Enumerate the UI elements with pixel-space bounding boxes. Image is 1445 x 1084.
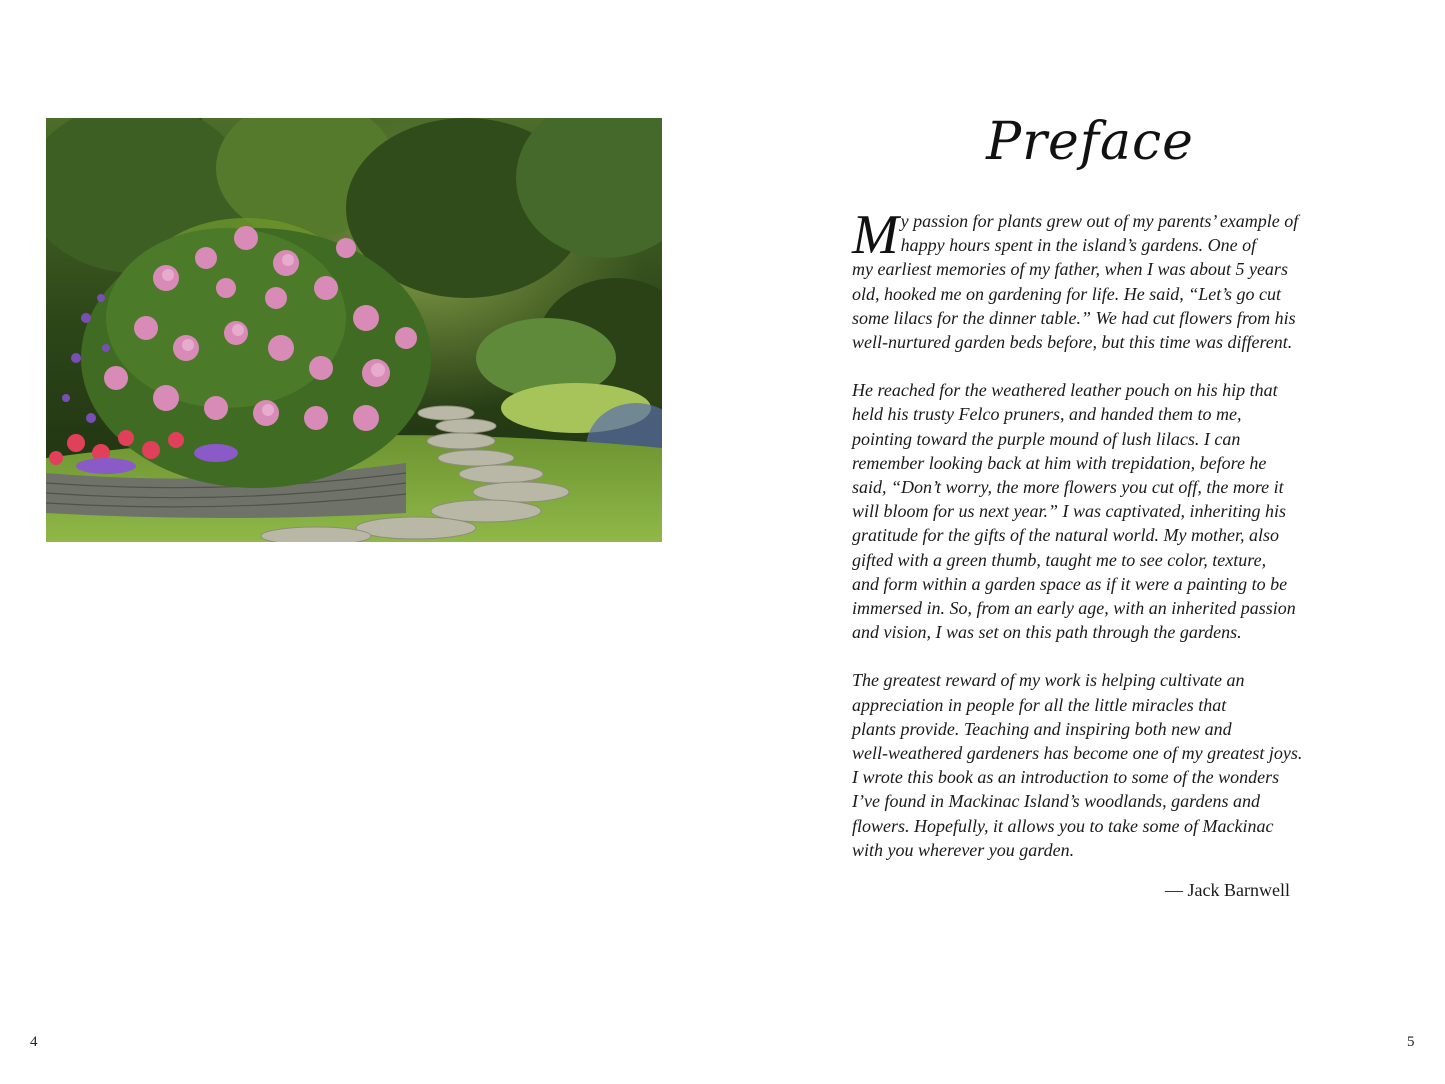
page-number-left: 4	[30, 1034, 38, 1050]
author-signature: — Jack Barnwell	[1165, 880, 1290, 900]
paragraph-1-text: y passion for plants grew out of my parents’ example of happy hours spent in the island’s gardens. One of my earliest memories of my father, when I was about 5 years old, hooked me on gardening for life. He said, “Let’s go cut some lilacs for the dinner table.” We had cut flowers from his well-nurtured garden beds before, but this time was different.	[852, 211, 1299, 353]
garden-photo	[46, 118, 662, 542]
drop-cap: M	[852, 204, 899, 266]
preface-body	[852, 204, 1332, 886]
page-number-right: 5	[1407, 1034, 1415, 1050]
page-title: Preface	[986, 112, 1194, 172]
paragraph-2: He reached for the weathered leather pouch on his hip that held his trusty Felco pruners, and handed them to me, pointing toward the purple mound of lush lilacs. I can remember looking back at him with trepidation, before he said, “Don’t worry, the more flowers you cut off, the more it will bloom for us next year.” I was captivated, inheriting his gratitude for the gifts of the natural world. My mother, also gifted with a green thumb, taught me to see color, texture, and form within a garden space as if it were a painting to be immersed in. So, from an early age, with an inherited passion and vision, I was set on this path through the gardens.	[852, 380, 1296, 643]
paragraph-3: The greatest reward of my work is helping cultivate an appreciation in people for all the little miracles that plants provide. Teaching and inspiring both new and well-weathered gardeners has become one of my greatest joys. I wrote this book as an introduction to some of the wonders I’ve found in Mackinac Island’s woodlands, gardens and flowers. Hopefully, it allows you to take some of Mackinac with you wherever you garden.	[852, 670, 1303, 860]
paragraph-1	[852, 204, 1332, 354]
